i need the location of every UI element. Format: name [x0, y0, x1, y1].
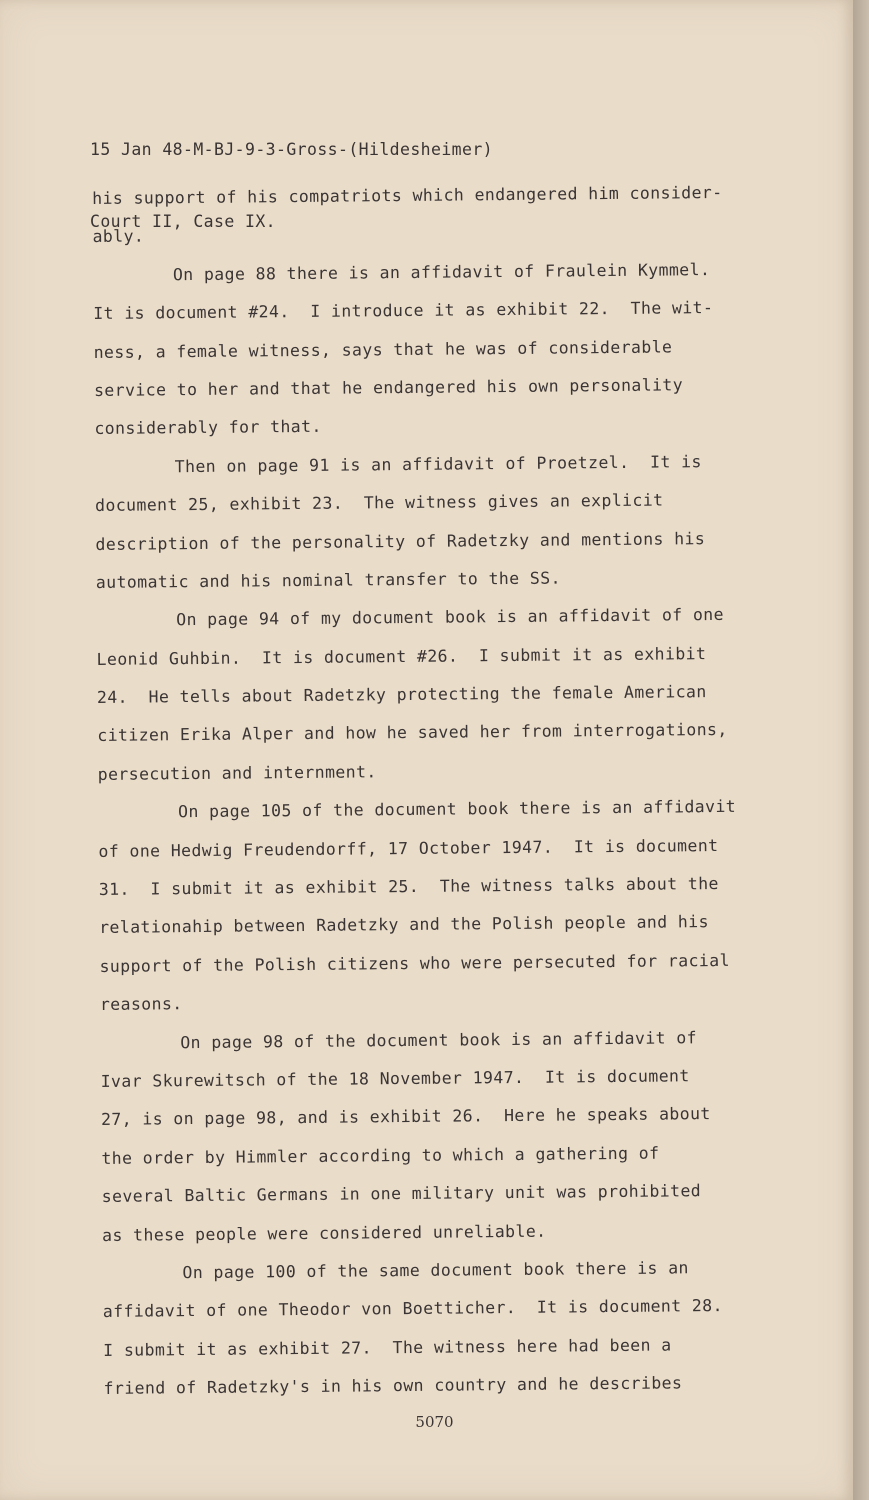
body-line: as these people were considered unreliable.: [102, 1221, 547, 1245]
body-line: considerably for that.: [94, 417, 322, 439]
body-line: affidavit of one Theodor von Boetticher. It is document 28.: [102, 1296, 723, 1322]
body-line: his support of his compatriots which endangered him consider-: [92, 182, 723, 208]
page-edge: [853, 0, 869, 1500]
document-body: [92, 173, 824, 1408]
body-line: reasons.: [99, 994, 183, 1015]
body-line: On page 105 of the document book there is an affidavit: [177, 797, 737, 822]
body-line: On page 88 there is an affidavit of Fraulein Kymmel.: [172, 259, 711, 285]
body-line: support of the Polish citizens who were persecuted for racial: [99, 950, 730, 976]
body-line: Leonid Guhbin. It is document #26. I submit it as exhibit: [96, 643, 707, 669]
body-line: description of the personality of Radetzky and mentions his: [95, 528, 706, 554]
body-line: ably.: [92, 226, 145, 247]
body-line: relationahip between Radetzky and the Polish people and his: [99, 912, 709, 938]
body-line: document 25, exhibit 23. The witness gives an explicit: [95, 490, 664, 516]
body-line: citizen Erika Alper and how he saved her from interrogations,: [97, 720, 728, 746]
body-line: I submit it as exhibit 27. The witness here had been a: [103, 1335, 672, 1360]
header-reference: 15 Jan 48-M-BJ-9-3-Gross-(Hildesheimer): [90, 140, 494, 159]
body-line: On page 98 of the document book is an affidavit of: [180, 1027, 698, 1052]
body-line: service to her and that he endangered his own personality: [93, 375, 684, 400]
header-court-case: Court II, Case IX.: [90, 212, 277, 231]
body-line: the order by Himmler according to which a gathering of: [101, 1143, 660, 1168]
body-line: On page 94 of my document book is an affidavit of one: [176, 605, 724, 630]
page-number: 5070: [415, 1413, 454, 1431]
body-line: of one Hedwig Freudendorff, 17 October 1947. It is document: [98, 835, 719, 861]
body-line: It is document #24. I introduce it as exhibit 22. The wit-: [93, 298, 714, 324]
body-line: Then on page 91 is an affidavit of Proetzel. It is: [174, 451, 702, 476]
body-line: 27, is on page 98, and is exhibit 26. Here he speaks about: [100, 1104, 711, 1130]
body-line: several Baltic Germans in one military unit was prohibited: [101, 1181, 702, 1207]
body-line: 24. He tells about Radetzky protecting the female American: [96, 682, 707, 708]
body-line: friend of Radetzky's in his own country and he describes: [103, 1373, 683, 1399]
body-line: ness, a female witness, says that he was of considerable: [93, 336, 673, 362]
body-line: On page 100 of the same document book there is an: [182, 1258, 689, 1283]
body-line: automatic and his nominal transfer to the SS.: [95, 568, 561, 592]
body-line: 31. I submit it as exhibit 25. The witness talks about the: [98, 874, 719, 899]
body-line: Ivar Skurewitsch of the 18 November 1947. It is document: [100, 1066, 690, 1091]
body-line: persecution and internment.: [97, 762, 377, 784]
